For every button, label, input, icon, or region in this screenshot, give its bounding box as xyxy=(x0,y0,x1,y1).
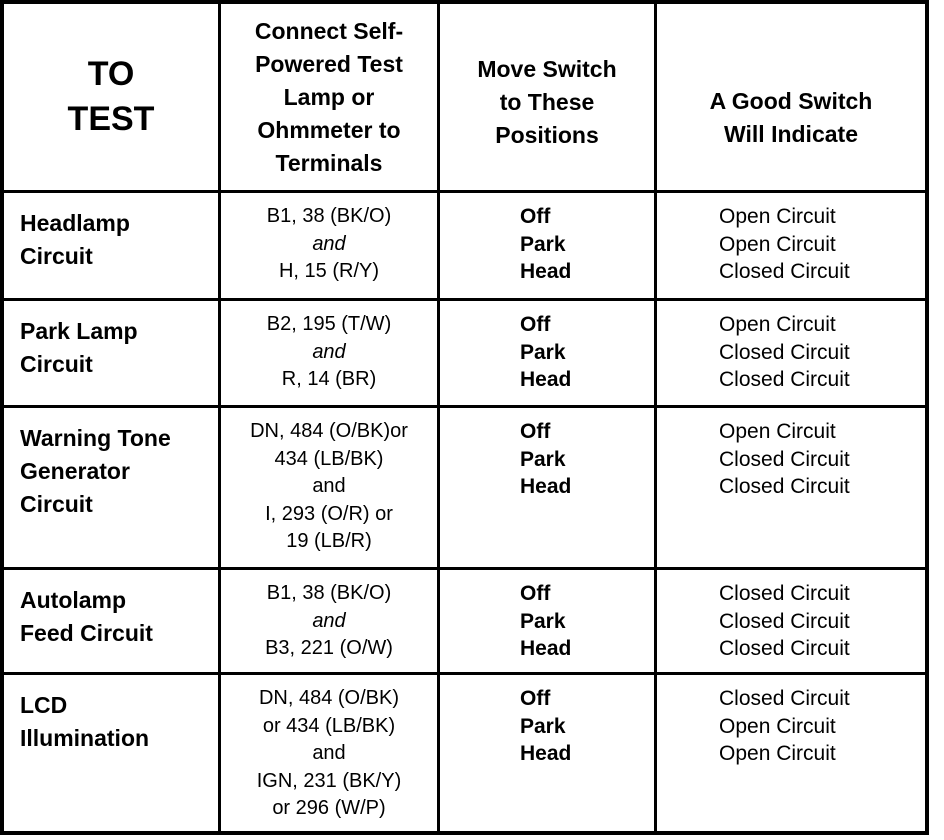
label-line: Circuit xyxy=(20,351,93,377)
indication-line: Open Circuit xyxy=(719,232,836,256)
indication-line: Closed Circuit xyxy=(719,687,850,710)
header-connect-terminals xyxy=(221,4,437,190)
label-line: Warning Tone xyxy=(20,425,171,451)
label-line: Generator xyxy=(20,458,130,484)
indications-park-lamp xyxy=(657,301,925,405)
header-line: TO xyxy=(87,55,135,93)
header-to-test xyxy=(4,4,218,190)
positions-lcd-illumination xyxy=(440,675,654,831)
label-line: Illumination xyxy=(20,725,150,751)
terminals-warning-tone xyxy=(221,408,437,567)
terminal-line: B3, 221 (O/W) xyxy=(265,637,393,659)
label-line: Circuit xyxy=(20,243,93,269)
indication-line: Open Circuit xyxy=(719,714,836,738)
header-line: Ohmmeter to xyxy=(257,116,401,143)
positions-headlamp xyxy=(440,193,654,298)
indication-line: Closed Circuit xyxy=(719,609,850,633)
header-line: Move Switch xyxy=(477,55,617,82)
terminals-lcd-illumination xyxy=(221,675,437,831)
terminal-line: H, 15 (R/Y) xyxy=(278,260,380,282)
position-line: Park xyxy=(520,609,566,633)
position-line: Off xyxy=(520,420,551,443)
indications-autolamp xyxy=(657,570,925,672)
terminal-line: and xyxy=(312,232,346,255)
terminals-autolamp xyxy=(221,570,437,672)
indication-line: Closed Circuit xyxy=(719,368,850,391)
terminal-line: or 296 (W/P) xyxy=(272,797,386,819)
row-label-lcd-illumination xyxy=(4,675,218,831)
terminal-line: and xyxy=(312,742,346,764)
label-line: Feed Circuit xyxy=(20,620,153,646)
header-line: A Good Switch xyxy=(709,88,873,114)
position-line: Off xyxy=(520,687,551,710)
position-line: Park xyxy=(520,447,566,471)
label-line: Autolamp xyxy=(20,587,127,613)
indication-line: Closed Circuit xyxy=(719,637,850,660)
row-label-headlamp xyxy=(4,193,218,298)
terminal-line: DN, 484 (O/BK)or xyxy=(250,420,408,442)
terminals-park-lamp xyxy=(221,301,437,405)
row-label-warning-tone xyxy=(4,408,218,567)
header-move-switch xyxy=(440,4,654,190)
header-line: Terminals xyxy=(275,149,383,176)
header-line: Connect Self- xyxy=(254,17,404,44)
indications-lcd-illumination xyxy=(657,675,925,831)
position-line: Head xyxy=(520,475,572,498)
label-line: Park Lamp xyxy=(20,318,138,344)
position-line: Off xyxy=(520,205,551,228)
row-label-park-lamp xyxy=(4,301,218,405)
header-line: Powered Test xyxy=(255,50,403,77)
indication-line: Closed Circuit xyxy=(719,582,850,605)
position-line: Park xyxy=(520,232,566,256)
indication-line: Open Circuit xyxy=(719,420,836,443)
header-line: Lamp or xyxy=(283,83,375,110)
position-line: Head xyxy=(520,637,572,660)
indication-line: Closed Circuit xyxy=(719,340,850,364)
header-line: TEST xyxy=(67,100,155,138)
terminal-line: or 434 (LB/BK) xyxy=(262,714,396,737)
terminal-line: 434 (LB/BK) xyxy=(274,447,384,470)
position-line: Head xyxy=(520,260,572,283)
indication-line: Open Circuit xyxy=(719,313,836,336)
row-label-autolamp xyxy=(4,570,218,672)
positions-autolamp xyxy=(440,570,654,672)
terminal-line: B1, 38 (BK/O) xyxy=(266,205,392,227)
label-line: LCD xyxy=(20,692,68,718)
indication-line: Open Circuit xyxy=(719,742,836,765)
header-line: to These xyxy=(499,88,595,115)
terminal-line: and xyxy=(312,340,346,363)
indication-line: Closed Circuit xyxy=(719,447,850,471)
position-line: Off xyxy=(520,582,551,605)
header-good-switch xyxy=(657,4,925,190)
position-line: Head xyxy=(520,368,572,391)
header-line: Positions xyxy=(495,121,599,148)
terminal-line: R, 14 (BR) xyxy=(281,368,377,390)
terminal-line: IGN, 231 (BK/Y) xyxy=(256,769,402,792)
terminal-line: DN, 484 (O/BK) xyxy=(258,687,400,709)
terminal-line: and xyxy=(312,475,346,497)
header-line: Will Indicate xyxy=(724,121,858,147)
indications-warning-tone xyxy=(657,408,925,567)
position-line: Head xyxy=(520,742,572,765)
indication-line: Open Circuit xyxy=(719,205,836,228)
position-line: Off xyxy=(520,313,551,336)
indication-line: Closed Circuit xyxy=(719,475,850,498)
label-line: Circuit xyxy=(20,491,93,517)
terminals-headlamp xyxy=(221,193,437,298)
indication-line: Closed Circuit xyxy=(719,260,850,283)
position-line: Park xyxy=(520,714,566,738)
position-line: Park xyxy=(520,340,566,364)
terminal-line: I, 293 (O/R) or xyxy=(265,502,393,525)
terminal-line: 19 (LB/R) xyxy=(286,530,372,552)
terminal-line: B2, 195 (T/W) xyxy=(266,313,392,335)
terminal-line: and xyxy=(312,609,346,632)
positions-warning-tone xyxy=(440,408,654,567)
label-line: Headlamp xyxy=(20,210,130,236)
indications-headlamp xyxy=(657,193,925,298)
positions-park-lamp xyxy=(440,301,654,405)
terminal-line: B1, 38 (BK/O) xyxy=(266,582,392,604)
